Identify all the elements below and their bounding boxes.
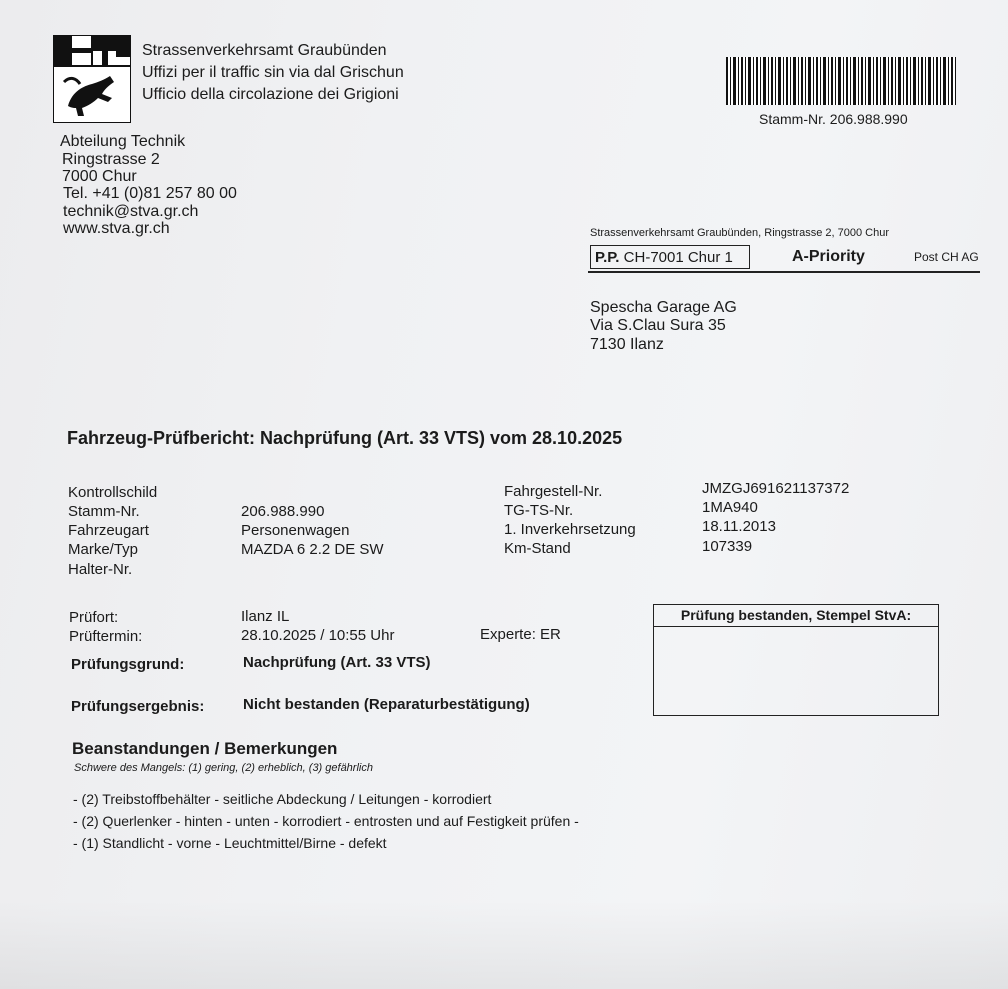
postal-rule — [588, 271, 980, 273]
label-fahrgestell-nr: Fahrgestell-Nr. — [504, 483, 603, 500]
priority-label: A-Priority — [792, 248, 865, 265]
coat-of-arms-logo — [53, 35, 131, 123]
office-name-rm: Uffizi per il traffic sin via dal Grischun — [142, 64, 404, 81]
return-address: Strassenverkehrsamt Graubünden, Ringstrasse 2, 7000 Chur — [590, 227, 889, 239]
sender-street: Ringstrasse 2 — [62, 151, 160, 168]
label-km-stand: Km-Stand — [504, 540, 571, 557]
value-fahrgestell-nr: JMZGJ691621137372 — [702, 480, 850, 497]
label-tg-ts-nr: TG-TS-Nr. — [504, 502, 574, 519]
defects-heading: Beanstandungen / Bemerkungen — [72, 739, 338, 758]
carrier-label: Post CH AG — [914, 250, 979, 264]
pp-prefix: P.P. — [595, 249, 620, 266]
value-marke-typ: MAZDA 6 2.2 DE SW — [241, 541, 384, 558]
barcode — [726, 57, 956, 105]
label-pruefungsergebnis: Prüfungsergebnis: — [71, 698, 205, 715]
pp-value: CH-7001 Chur 1 — [623, 249, 733, 266]
label-stamm-nr: Stamm-Nr. — [68, 503, 140, 520]
label-fahrzeugart: Fahrzeugart — [68, 522, 149, 539]
stamp-box — [653, 604, 939, 716]
sender-dept: Abteilung Technik — [60, 133, 186, 150]
label-kontrollschild: Kontrollschild — [68, 484, 158, 501]
value-fahrzeugart: Personenwagen — [241, 522, 350, 539]
value-pruefort: Ilanz IL — [241, 608, 290, 625]
sender-tel: Tel. +41 (0)81 257 80 00 — [63, 185, 237, 202]
sender-web: www.stva.gr.ch — [63, 220, 170, 237]
page-shadow — [0, 900, 1008, 989]
value-prueftermin: 28.10.2025 / 10:55 Uhr — [241, 627, 395, 644]
sender-city: 7000 Chur — [62, 168, 137, 185]
label-pruefort: Prüfort: — [69, 609, 119, 626]
value-stamm-nr: 206.988.990 — [241, 503, 325, 520]
defect-item: - (1) Standlicht - vorne - Leuchtmittel/Birne - defekt — [73, 835, 387, 851]
value-pruefungsgrund: Nachprüfung (Art. 33 VTS) — [243, 654, 431, 671]
recipient-city: 7130 Ilanz — [590, 336, 664, 353]
report-title: Fahrzeug-Prüfbericht: Nachprüfung (Art. 33 VTS) vom 28.10.2025 — [67, 428, 623, 448]
value-inverkehrsetzung: 18.11.2013 — [702, 518, 776, 535]
recipient-street: Via S.Clau Sura 35 — [590, 317, 726, 334]
office-name-it: Ufficio della circolazione dei Grigioni — [142, 86, 399, 103]
office-name-de: Strassenverkehrsamt Graubünden — [142, 42, 387, 59]
label-marke-typ: Marke/Typ — [68, 541, 139, 558]
severity-note: Schwere des Mangels: (1) gering, (2) erheblich, (3) gefährlich — [74, 762, 373, 774]
defect-item: - (2) Treibstoffbehälter - seitliche Abdeckung / Leitungen - korrodiert — [73, 791, 492, 807]
label-prueftermin: Prüftermin: — [69, 628, 143, 645]
value-tg-ts-nr: 1MA940 — [702, 499, 758, 516]
pp-box — [590, 245, 750, 269]
label-inverkehrsetzung: 1. Inverkehrsetzung — [504, 521, 636, 538]
recipient-name: Spescha Garage AG — [590, 299, 737, 316]
expert-label: Experte: ER — [480, 626, 561, 643]
value-km-stand: 107339 — [702, 538, 753, 555]
label-pruefungsgrund: Prüfungsgrund: — [71, 656, 185, 673]
barcode-label: Stamm-Nr. 206.988.990 — [759, 111, 908, 127]
value-pruefungsergebnis: Nicht bestanden (Reparaturbestätigung) — [243, 696, 530, 713]
label-halter-nr: Halter-Nr. — [68, 561, 133, 578]
sender-email: technik@stva.gr.ch — [63, 203, 199, 220]
stamp-box-header: Prüfung bestanden, Stempel StvA: — [654, 605, 938, 627]
defect-item: - (2) Querlenker - hinten - unten - korrodiert - entrosten und auf Festigkeit prüfen - — [73, 813, 579, 829]
